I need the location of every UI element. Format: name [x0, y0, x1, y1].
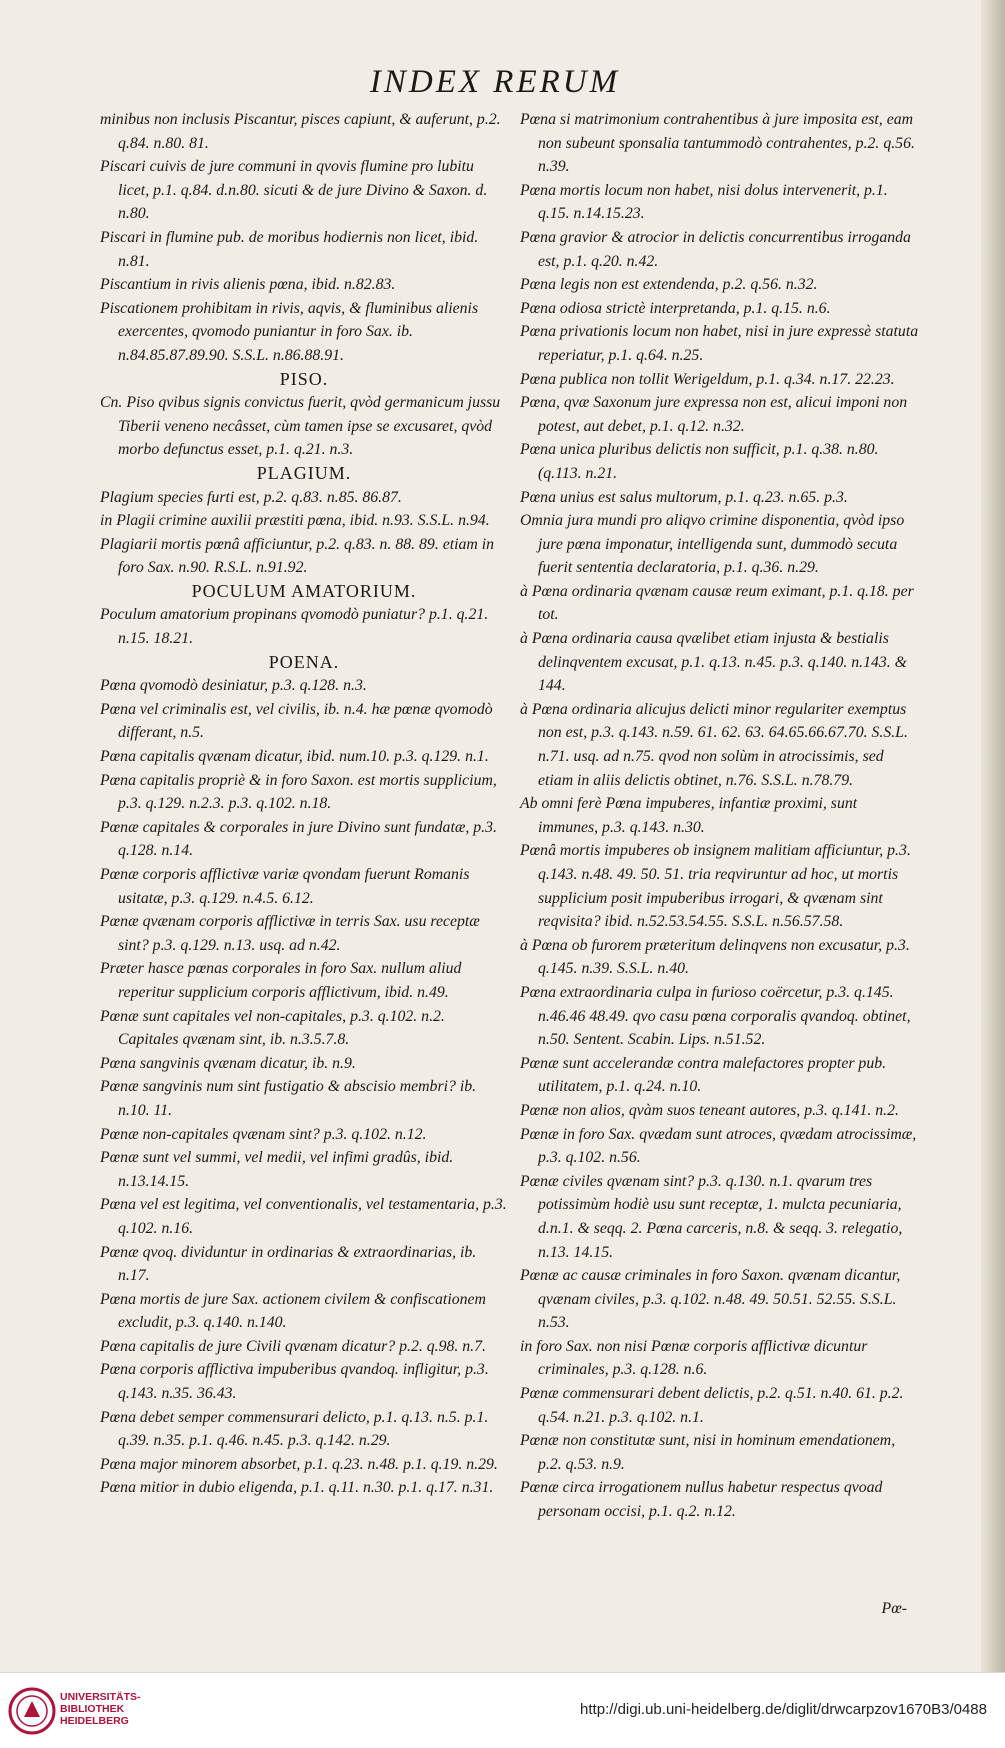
page-edge-shadow — [981, 0, 1005, 1672]
index-entry: Pœna vel est legitima, vel conventionalis, vel testamentaria, p.3. q.102. n.16. — [100, 1196, 507, 1237]
index-entry: Pœnæ sunt vel summi, vel medii, vel infimi gradûs, ibid. n.13.14.15. — [100, 1149, 454, 1190]
index-entry: Pœna unius est salus multorum, p.1. q.23. n.65. p.3. — [520, 488, 848, 506]
page-url-link[interactable]: http://digi.ub.uni-heidelberg.de/diglit/drwcarpzov1670B3/0488 — [580, 1701, 987, 1718]
page-title: INDEX RERUM — [369, 64, 621, 100]
index-entry: Plagium species furti est, p.2. q.83. n.85. 86.87. — [100, 488, 402, 506]
index-entry: Pœnæ sunt capitales vel non-capitales, p.3. q.102. n.2. Capitales qvænam sint, ib. n.3.5.7.8. — [100, 1007, 445, 1049]
index-entry: Piscari cuivis de jure communi in qvovis flumine pro lubitu licet, p.1. q.84. d.n.80. sicuti & de jure Divino & Saxon. d. n.80. — [100, 158, 488, 223]
index-entry: Ab omni ferè Pœna impuberes, infantiæ proximi, sunt immunes, p.3. q.143. n.30. — [520, 795, 858, 836]
index-entry: Pœna publica non tollit Werigeldum, p.1. q.34. n.17. 22.23. — [520, 370, 895, 388]
left-column — [100, 108, 508, 1500]
logo-line: BIBLIOTHEK — [60, 1703, 125, 1715]
index-entry: à Pœna ordinaria alicujus delicti minor regulariter exemptus non est, p.3. q.143. n.59. 61. 62. 63. 64.65.66.67.70. S.S.L. n.71. usq. ad n.75. qvod non solùm in atrocissimis, sed etiam in aliis delictis obtinet, n.76. S.S.L. n.78.79. — [520, 700, 908, 789]
index-entry: Pœnæ in foro Sax. qvædam sunt atroces, qvædam atrocissimæ, p.3. q.102. n.56. — [520, 1125, 917, 1167]
index-entry: Pœna sangvinis qvænam dicatur, ib. n.9. — [100, 1054, 356, 1072]
index-entry: Pœna vel criminalis est, vel civilis, ib. n.4. hæ pœnæ qvomodò differant, n.5. — [100, 700, 493, 742]
index-entry: Pœnæ non-capitales qvænam sint? p.3. q.102. n.12. — [100, 1125, 427, 1143]
index-entry: Pœna odiosa strictè interpretanda, p.1. q.15. n.6. — [520, 299, 831, 317]
index-entry: Pœna capitalis qvænam dicatur, ibid. num.10. p.3. q.129. n.1. — [100, 748, 489, 766]
library-logo-text[interactable] — [60, 1691, 141, 1727]
section-heading: POCULUM AMATORIUM. — [191, 580, 417, 601]
index-entry: Pœnæ qvænam corporis afflictivæ in terris Sax. usu receptæ sint? p.3. q.129. n.13. usq. ad n.42. — [100, 913, 480, 954]
index-entry: Pœnæ sunt accelerandæ contra malefactores propter pub. utilitatem, p.1. q.24. n.10. — [520, 1054, 887, 1096]
index-entry: Pœna legis non est extendenda, p.2. q.56. n.32. — [520, 276, 818, 294]
index-entry: Pœna unica pluribus delictis non sufficit, p.1. q.38. n.80. (q.113. n.21. — [520, 441, 879, 482]
index-entry: Pœnæ circa irrogationem nullus habetur respectus qvoad personam occisi, p.1. q.2. n.12. — [520, 1479, 883, 1521]
index-entry: Pœna corporis afflictiva impuberibus qvandoq. infligitur, p.3. q.143. n.35. 36.43. — [100, 1361, 489, 1403]
index-entry: Piscationem prohibitam in rivis, aqvis, & fluminibus alienis exercentes, qvomodo puniantur in foro Sax. ib. n.84.85.87.89.90. S.S.L. n.86.88.91. — [100, 299, 479, 364]
index-entry: Piscari in flumine pub. de moribus hodiernis non licet, ibid. n.81. — [100, 228, 479, 270]
index-entry: in Plagii crimine auxilii præstiti pœna, ibid. n.93. S.S.L. n.94. — [100, 512, 490, 530]
section-heading: POENA. — [268, 651, 340, 672]
index-entry: Pœnæ ac causæ criminales in foro Saxon. qvænam dicantur, qvænam civiles, p.3. q.102. n.48. 49. 50.51. 52.55. S.S.L. n.53. — [520, 1267, 901, 1332]
index-entry: Piscantium in rivis alienis pœna, ibid. n.82.83. — [100, 276, 396, 294]
index-entry: Pœna, qvæ Saxonum jure expressa non est, alicui imponi non potest, aut debet, p.1. q.12. n.32. — [520, 394, 908, 435]
index-entry: Pœna extraordinaria culpa in furioso coërcetur, p.3. q.145. n.46.46 48.49. qvo casu pœna corporalis qvandoq. obtinet, n.50. Sentent. Scabin. Lips. n.51.52. — [520, 983, 911, 1049]
logo-line: UNIVERSITÄTS- — [60, 1691, 141, 1703]
index-entry: in foro Sax. non nisi Pœnæ corporis afflictivæ dicuntur criminales, p.3. q.128. n.6. — [520, 1337, 868, 1379]
logo-line: HEIDELBERG — [60, 1715, 129, 1727]
catchword: Pœ- — [881, 1600, 907, 1617]
index-entry: Præter hasce pœnas corporales in foro Sax. nullum aliud reperitur supplicium corporis afflictivum, ibid. n.49. — [100, 960, 462, 1001]
index-entry: Pœnæ civiles qvænam sint? p.3. q.130. n.1. qvarum tres potissimùm hodiè usu sunt receptæ, 1. mulcta pecuniaria, d.n.1. & seqq. 2. Pœna carceris, n.8. & seqq. 3. relegatio, n.13. 14.15. — [520, 1172, 903, 1261]
index-entry: Pœnâ mortis impuberes ob insignem malitiam afficiuntur, p.3. q.143. n.48. 49. 50. 51. tria reqviruntur ad hoc, ut mortis supplicium posit impuberibus irrogari, & qvænam sint reqvisita? ibid. n.52.53.54.55. S.S.L. n.56.57.58. — [520, 842, 911, 931]
index-entry: Pœna mortis locum non habet, nisi dolus intervenerit, p.1. q.15. n.14.15.23. — [520, 181, 888, 223]
index-entry: à Pœna ob furorem præteritum delinqvens non excusatur, p.3. q.145. n.39. S.S.L. n.40. — [520, 936, 910, 978]
index-entry: Pœnæ commensurari debent delictis, p.2. q.51. n.40. 61. p.2. q.54. n.21. p.3. q.102. n.1. — [520, 1385, 904, 1426]
section-heading: PLAGIUM. — [256, 462, 352, 483]
index-entry: Pœna qvomodò desiniatur, p.3. q.128. n.3. — [100, 677, 367, 695]
university-seal-icon[interactable] — [8, 1687, 56, 1735]
index-entry: à Pœna ordinaria causa qvælibet etiam injusta & bestialis delinqventem excusat, p.1. q.13. n.45. p.3. q.140. n.143. & 144. — [520, 630, 907, 695]
index-entry: Pœna capitalis de jure Civili qvænam dicatur? p.2. q.98. n.7. — [100, 1337, 486, 1355]
index-entry: Pœnæ corporis afflictivæ variæ qvondam fuerunt Romanis usitatæ, p.3. q.129. n.4.5. 6.12. — [100, 866, 470, 907]
index-entry: Pœnæ non constitutæ sunt, nisi in hominum emendationem, p.2. q.53. n.9. — [520, 1432, 896, 1473]
section-heading: PISO. — [279, 368, 329, 389]
index-entry: Pœna capitalis propriè & in foro Saxon. est mortis supplicium, p.3. q.129. n.2.3. p.3. q.102. n.18. — [100, 771, 497, 813]
index-entry: Plagiarii mortis pœnâ afficiuntur, p.2. q.83. n. 88. 89. etiam in foro Sax. n.90. R.S.L. n.91.92. — [100, 535, 495, 577]
right-column — [520, 108, 920, 1524]
index-entry: Poculum amatorium propinans qvomodò puniatur? p.1. q.21. n.15. 18.21. — [100, 606, 489, 648]
index-entry: Pœna si matrimonium contrahentibus à jure imposita est, eam non subeunt sponsalia tantummodò contrahentes, p.2. q.56. n.39. — [520, 111, 915, 176]
index-entry: Pœnæ capitales & corporales in jure Divino sunt fundatæ, p.3. q.128. n.14. — [100, 818, 497, 860]
index-entry: Pœnæ qvoq. dividuntur in ordinarias & extraordinarias, ib. n.17. — [100, 1243, 477, 1285]
index-entry: Pœna debet semper commensurari delicto, p.1. q.13. n.5. p.1. q.39. n.35. p.1. q.46. n.45. p.3. q.142. n.29. — [100, 1408, 489, 1450]
index-entry: Pœna gravior & atrocior in delictis concurrentibus irroganda est, p.1. q.20. n.42. — [520, 228, 911, 270]
index-entry: Pœna mitior in dubio eligenda, p.1. q.11. n.30. p.1. q.17. n.31. — [100, 1479, 494, 1497]
index-entry: à Pœna ordinaria qvænam causæ reum eximant, p.1. q.18. per tot. — [520, 582, 914, 624]
index-entry: Omnia jura mundi pro aliqvo crimine disponentia, qvòd ipso jure pœna imponatur, intelligenda sunt, dummodò secuta fuerit sententia declaratoria, p.1. q.36. n.29. — [520, 512, 905, 577]
footer-bar — [0, 1672, 1005, 1748]
index-entry: Pœnæ sangvinis num sint fustigatio & abscisio membri? ib. n.10. 11. — [100, 1078, 477, 1119]
index-entry: minibus non inclusis Piscantur, pisces capiunt, & auferunt, p.2. q.84. n.80. 81. — [100, 111, 501, 152]
index-entry: Cn. Piso qvibus signis convictus fuerit, qvòd germanicum jussu Tiberii veneno necâsset, cùm tamen ipse se excusaret, qvòd morbo defunctus esset, p.1. q.21. n.3. — [100, 394, 501, 459]
index-entry: Pœna major minorem absorbet, p.1. q.23. n.48. p.1. q.19. n.29. — [100, 1455, 498, 1473]
index-entry: Pœnæ non alios, qvàm suos teneant autores, p.3. q.141. n.2. — [520, 1101, 899, 1119]
index-entry: Pœna mortis de jure Sax. actionem civilem & confiscationem excludit, p.3. q.140. n.140. — [100, 1290, 486, 1332]
index-entry: Pœna privationis locum non habet, nisi in jure expressè statuta reperiatur, p.1. q.64. n.25. — [520, 323, 919, 364]
